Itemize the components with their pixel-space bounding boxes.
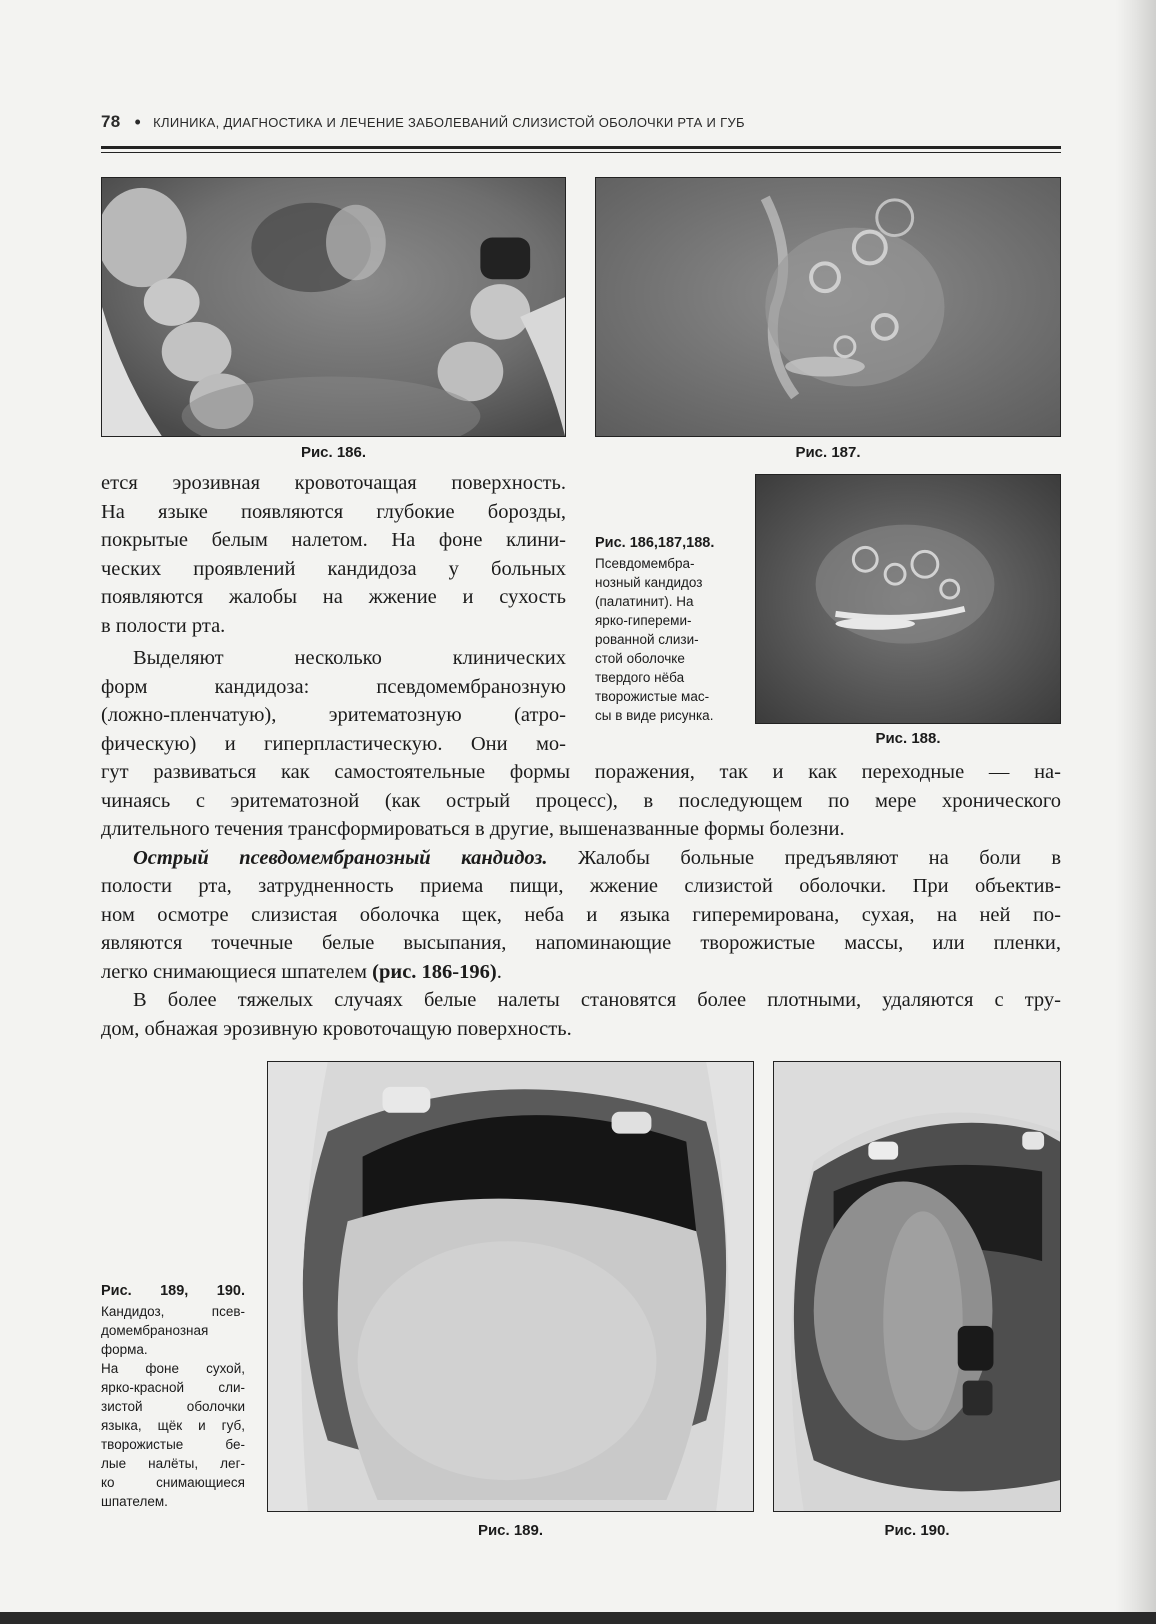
caption-line: На фоне сухой, xyxy=(101,1361,245,1376)
body-line-text: . xyxy=(496,960,502,983)
body-line-text: легко снимающиеся шпателем xyxy=(101,960,373,983)
header-bullet: • xyxy=(134,112,142,132)
scan-bottom-edge xyxy=(0,1612,1156,1624)
caption-line: ярко-гипереми- xyxy=(595,613,692,628)
caption-186-188-title: Рис. 186,187,188. xyxy=(595,535,715,551)
body-line: длительного течения трансформироваться в другие, вышеназванные формы болезни. xyxy=(101,818,845,840)
body-line xyxy=(101,844,1061,873)
caption-189-190 xyxy=(101,1282,245,1511)
caption-186-188 xyxy=(595,534,745,725)
page-edge-shadow xyxy=(1116,0,1156,1624)
caption-line: зистой оболочки xyxy=(101,1399,245,1414)
figure-186-label: Рис. 186. xyxy=(300,444,367,461)
body-line: полости рта, затрудненность приема пищи, жжение слизистой оболочки. При объектив- xyxy=(101,875,1061,897)
running-header xyxy=(101,110,1061,134)
body-line: гут развиваться как самостоятельные формы поражения, так и как переходные — на- xyxy=(101,761,1061,783)
body-wide-block xyxy=(101,758,1061,1043)
body-line: форм кандидоза: псевдомембранозную xyxy=(101,675,566,698)
figure-188-label: Рис. 188. xyxy=(875,730,941,747)
body-line: появляются жалобы на жжение и сухость xyxy=(101,586,566,608)
body-line xyxy=(101,958,1061,987)
caption-line: ярко-красной сли- xyxy=(101,1380,245,1395)
body-line: (ложно-пленчатую), эритематозную (атро- xyxy=(101,704,566,726)
caption-line: форма. xyxy=(101,1342,148,1357)
body-line: На языке появляются глубокие борозды, xyxy=(101,500,566,523)
caption-line: нозный кандидоз xyxy=(595,575,703,590)
body-line-text: Выделяют несколько клинических xyxy=(133,647,566,669)
body-line: дом, обнажая эрозивную кровоточащую поверхность. xyxy=(101,1017,572,1040)
caption-line: Кандидоз, псев- xyxy=(101,1304,245,1319)
caption-line: стой оболочке xyxy=(595,651,685,666)
body-line: фическую) и гиперпластическую. Они мо- xyxy=(101,732,566,755)
figure-186-photo xyxy=(101,177,566,437)
figure-187-photo xyxy=(595,177,1061,437)
caption-line: рованной слизи- xyxy=(595,632,699,647)
caption-line: ко снимающиеся xyxy=(101,1475,245,1490)
header-rule-thick xyxy=(101,146,1061,149)
body-line-text: В более тяжелых случаях белые налеты становятся более плотными, удаляются с тру- xyxy=(133,989,1061,1011)
caption-line: творожистые мас- xyxy=(595,689,710,704)
body-line xyxy=(101,986,1061,1015)
caption-line: (палатинит). На xyxy=(595,594,694,609)
caption-line: домембранозная xyxy=(101,1323,209,1338)
caption-line: твердого нёба xyxy=(595,670,685,685)
section-heading: Острый псевдомембранозный кандидоз. xyxy=(133,846,548,869)
body-line: чинаясь с эритематозной (как острый процесс), в последующем по мере хронического xyxy=(101,789,1061,812)
body-line: являются точечные белые высыпания, напоминающие творожистые массы, или пленки, xyxy=(101,932,1061,954)
body-narrow-block xyxy=(101,469,566,640)
caption-line: шпателем. xyxy=(101,1494,168,1509)
figure-189-label: Рис. 189. xyxy=(477,1522,544,1539)
figure-190-label: Рис. 190. xyxy=(884,1522,950,1539)
caption-189-190-title: Рис. 189, 190. xyxy=(101,1283,245,1299)
body-line-text: Жалобы больные предъявляют на боли в xyxy=(547,846,1061,869)
page-number: 78 xyxy=(101,112,121,131)
figure-189-photo xyxy=(267,1061,754,1512)
body-line: покрытые белым налетом. На фоне клини- xyxy=(101,529,566,551)
header-rule-thin xyxy=(101,152,1061,153)
figure-reference: (рис. 186-196) xyxy=(372,960,497,983)
body-line: ческих проявлений кандидоза у больных xyxy=(101,557,566,580)
caption-line: творожистые бе- xyxy=(101,1437,245,1452)
caption-line: сы в виде рисунка. xyxy=(595,708,714,723)
caption-line: лые налёты, лег- xyxy=(101,1456,245,1471)
running-title: КЛИНИКА, ДИАГНОСТИКА И ЛЕЧЕНИЕ ЗАБОЛЕВАНИЙ СЛИЗИСТОЙ ОБОЛОЧКИ РТА И ГУБ xyxy=(153,114,745,130)
figure-190-photo xyxy=(773,1061,1061,1512)
body-line: ется эрозивная кровоточащая поверхность. xyxy=(101,472,566,494)
body-line: ном осмотре слизистая оболочка щек, неба и языка гиперемирована, сухая, на ней по- xyxy=(101,903,1061,926)
figure-187-label: Рис. 187. xyxy=(795,444,861,461)
caption-line: языка, щёк и губ, xyxy=(101,1418,245,1433)
body-narrow-block-2 xyxy=(101,644,566,758)
figure-188-photo xyxy=(755,474,1061,724)
body-line: в полости рта. xyxy=(101,614,226,637)
caption-line: Псевдомембра- xyxy=(595,556,695,571)
body-line xyxy=(101,644,566,673)
